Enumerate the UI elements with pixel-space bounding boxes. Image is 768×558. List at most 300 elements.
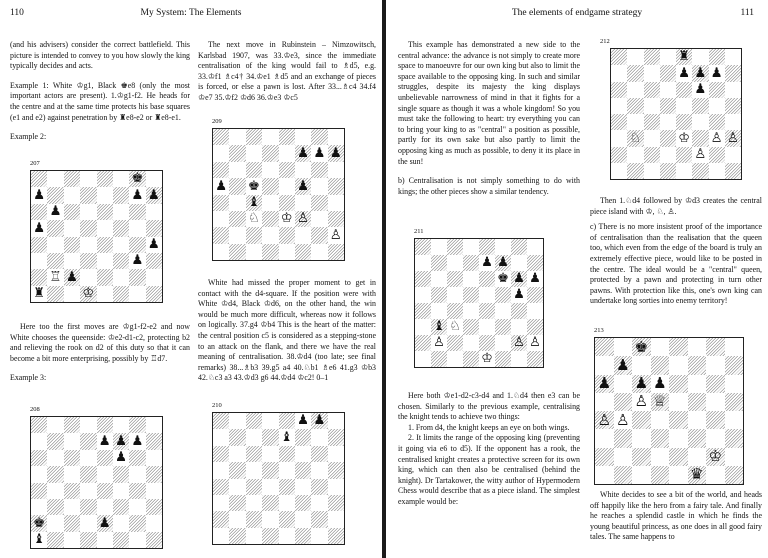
board-square [129,237,145,253]
chess-board [594,337,744,485]
board-square [129,499,145,515]
board-square [725,65,741,81]
black-pawn-icon: ♟ [710,65,723,81]
board-square [614,448,633,466]
board-square [229,413,245,429]
board-square [692,82,708,98]
board-square [311,495,327,511]
paragraph: (and his advisers) consider the correct battlefield. This picture is intended to convey to you how slowly the king typically decides and acts. [10,40,190,71]
board-square [31,269,47,285]
board-square [262,429,278,445]
right-col2-bottom [590,490,762,543]
board-square [262,446,278,462]
black-pawn-icon: ♟ [481,255,493,271]
board-square [676,49,692,65]
board-square [64,237,80,253]
board-square [669,338,688,356]
board-square [229,178,245,194]
board-square [80,253,96,269]
board-square [527,351,543,367]
black-pawn-icon: ♟ [297,178,310,194]
board-square [706,393,725,411]
board-square [113,499,129,515]
board-square [479,287,495,303]
board-square [47,417,63,433]
board-square [669,448,688,466]
board-square [213,528,229,544]
white-pawn-icon: ♙ [297,211,310,227]
board-square [669,411,688,429]
left-col2-mid [198,278,376,384]
board-square [431,255,447,271]
board-square [146,499,162,515]
board-square [113,286,129,302]
board-square [725,147,741,163]
board-square [113,532,129,548]
board-square [328,413,344,429]
board-square [80,417,96,433]
board-square [328,462,344,478]
board-square [295,129,311,145]
board-square [80,269,96,285]
board-square [246,227,262,243]
black-pawn-icon: ♟ [313,413,326,429]
board-square [311,227,327,243]
board-square [47,204,63,220]
white-king-icon: ♔ [678,130,691,146]
board-square [660,163,676,179]
board-square [64,483,80,499]
white-rook-icon: ♖ [49,269,62,285]
board-square [246,446,262,462]
board-square [31,220,47,236]
board-square [80,286,96,302]
board-square [262,211,278,227]
board-square [725,163,741,179]
board-square [229,145,245,161]
board-square [262,195,278,211]
board-square [611,82,627,98]
left-col1-top [10,40,190,143]
white-pawn-icon: ♙ [694,146,707,162]
board-square [627,82,643,98]
running-title-left: My System: The Elements [140,8,242,18]
board-square [97,515,113,531]
board-square [595,448,614,466]
board-square [129,532,145,548]
board-square [611,163,627,179]
board-square [495,303,511,319]
board-square [706,338,725,356]
board-square [495,255,511,271]
board-square [113,450,129,466]
black-queen-icon: ♛ [689,465,704,484]
board-square [31,515,47,531]
board-square [692,114,708,130]
board-square [246,244,262,260]
board-square [479,255,495,271]
board-square [431,319,447,335]
board-square [447,271,463,287]
chess-board [30,170,163,303]
board-square [479,319,495,335]
board-square [415,255,431,271]
board-square [611,49,627,65]
black-pawn-icon: ♟ [297,145,310,161]
board-square [295,511,311,527]
board-square [511,351,527,367]
board-square [80,450,96,466]
left-col1-mid [10,322,190,384]
board-square [146,220,162,236]
board-square [660,147,676,163]
board-square [262,511,278,527]
black-pawn-icon: ♟ [513,271,525,287]
board-square [64,450,80,466]
board-square [709,82,725,98]
board-square [669,466,688,484]
board-square [246,495,262,511]
board-square [527,271,543,287]
board-square [511,271,527,287]
board-square [495,335,511,351]
board-square [146,204,162,220]
board-square [725,393,744,411]
board-square [113,269,129,285]
board-square [31,450,47,466]
board-square [709,49,725,65]
white-pawn-icon: ♙ [710,130,723,146]
board-square [511,287,527,303]
board-square [97,269,113,285]
board-square [709,147,725,163]
board-square [213,495,229,511]
board-square [311,446,327,462]
board-square [651,338,670,356]
board-square [213,227,229,243]
board-square [688,338,707,356]
white-knight-icon: ♘ [629,130,642,146]
board-square [725,338,744,356]
paragraph: This example has demonstrated a new side to the central advance: the advance is not simply to create more space to manoeuvre for our own king but also to limit the space available to the opposing king. In such and similar struggles, despite its majesty the king displays unbelievable narrowness of mind in that it fights for a single square as though it was a whole kingdom! So you must take the following to heart: try everything you can to bring your king to as "central" a position as possible, partly for its own sake but also partly to limit the opposing king as much as possible, to deny it its place in the sun! [398,40,580,166]
board-square [669,356,688,374]
board-square [431,335,447,351]
white-king-icon: ♔ [280,211,293,227]
board-square [725,49,741,65]
board-square [669,393,688,411]
board-square [47,466,63,482]
board-square [328,479,344,495]
paragraph: White decides to see a bit of the world, and heads off happily like the hero from a fairy tale. And finally he reaches a splendid castle in which he finds the young beautiful princess, as one does in all good fairy tales. The same happens to [590,490,762,542]
board-square [97,187,113,203]
board-square [328,429,344,445]
black-pawn-icon: ♟ [49,204,62,220]
board-square [725,429,744,447]
black-bishop-icon: ♝ [247,194,260,210]
white-pawn-icon: ♙ [726,130,739,146]
board-square [47,220,63,236]
board-square [614,466,633,484]
board-square [97,466,113,482]
board-square [80,515,96,531]
board-square [725,82,741,98]
board-square [627,130,643,146]
board-square [660,82,676,98]
board-square [262,495,278,511]
black-pawn-icon: ♟ [33,187,46,203]
board-square [113,220,129,236]
board-square [31,499,47,515]
board-square [447,239,463,255]
chess-board [610,48,742,180]
board-square [614,356,633,374]
board-square [295,462,311,478]
board-square [328,528,344,544]
board-square [644,130,660,146]
board-square [246,178,262,194]
white-knight-icon: ♘ [449,319,461,335]
board-square [447,287,463,303]
board-square [31,187,47,203]
board-square [246,429,262,445]
diagram-label: 213 [594,327,604,334]
board-square [113,466,129,482]
board-square [295,244,311,260]
board-square [279,429,295,445]
board-square [527,335,543,351]
black-pawn-icon: ♟ [215,178,228,194]
board-square [64,171,80,187]
board-square [611,114,627,130]
paragraph: Example 3: [10,373,47,383]
board-square [246,195,262,211]
board-square [229,479,245,495]
board-square [295,145,311,161]
board-square [692,49,708,65]
left-page [0,0,382,558]
board-square [627,98,643,114]
board-square [47,269,63,285]
diagram-label: 207 [30,160,40,167]
board-square [47,515,63,531]
board-square [97,532,113,548]
board-square [311,479,327,495]
black-pawn-icon: ♟ [98,515,111,531]
board-square [64,187,80,203]
board-square [632,429,651,447]
board-square [64,204,80,220]
board-square [80,204,96,220]
board-square [229,211,245,227]
board-square [614,393,633,411]
board-square [146,433,162,449]
board-square [692,163,708,179]
board-square [651,393,670,411]
board-square [595,356,614,374]
board-square [279,195,295,211]
board-square [725,130,741,146]
board-square [129,286,145,302]
board-square [279,178,295,194]
board-square [47,171,63,187]
board-square [611,65,627,81]
board-square [632,448,651,466]
black-pawn-icon: ♟ [329,145,342,161]
board-square [97,450,113,466]
board-square [31,237,47,253]
board-square [279,511,295,527]
diagram-label: 211 [414,228,424,235]
white-king-icon: ♔ [82,286,95,302]
board-square [31,286,47,302]
board-square [706,466,725,484]
board-square [80,171,96,187]
board-square [725,466,744,484]
board-square [644,82,660,98]
board-square [311,129,327,145]
board-square [527,287,543,303]
board-square [725,411,744,429]
board-square [614,375,633,393]
board-square [511,255,527,271]
white-queen-icon: ♕ [652,392,667,411]
board-square [463,303,479,319]
diagram-label: 208 [30,406,40,413]
board-square [311,462,327,478]
board-square [129,417,145,433]
board-square [676,147,692,163]
board-square [129,466,145,482]
board-square [595,393,614,411]
board-square [64,417,80,433]
board-square [97,286,113,302]
board-square [627,49,643,65]
board-square [113,483,129,499]
board-square [31,483,47,499]
board-square [262,129,278,145]
board-square [295,195,311,211]
board-square [614,338,633,356]
board-square [725,375,744,393]
board-square [611,147,627,163]
board-square [80,237,96,253]
board-square [311,429,327,445]
board-square [706,448,725,466]
board-square [97,417,113,433]
board-square [511,335,527,351]
board-square [229,528,245,544]
board-square [614,411,633,429]
board-square [614,429,633,447]
board-square [129,483,145,499]
left-col2-top [198,40,376,104]
board-square [495,239,511,255]
board-square [213,195,229,211]
board-square [463,271,479,287]
board-square [262,162,278,178]
board-square [415,287,431,303]
board-square [644,163,660,179]
board-square [279,227,295,243]
board-square [611,130,627,146]
black-king-icon: ♚ [247,178,260,194]
board-square [146,483,162,499]
board-square [431,351,447,367]
black-pawn-icon: ♟ [147,187,160,203]
board-square [129,269,145,285]
board-square [431,239,447,255]
board-square [47,286,63,302]
paragraph: Example 1: White ♔g1, Black ♚e8 (only the most important actors are present). 1.♔g1-f2. He heads for the centre and at the same time protects his base squares (e1 and e2) against penetration by ♜e8-e2 or ♜e8-e1. [10,80,190,122]
board-square [706,411,725,429]
board-square [328,511,344,527]
board-square [431,287,447,303]
board-square [213,446,229,462]
board-square [229,495,245,511]
board-square [113,417,129,433]
board-square [31,433,47,449]
black-pawn-icon: ♟ [694,65,707,81]
board-square [709,98,725,114]
board-square [229,162,245,178]
board-square [660,130,676,146]
board-square [97,220,113,236]
board-square [146,450,162,466]
right-page [386,0,768,558]
board-square [692,130,708,146]
board-square [295,413,311,429]
board-square [676,130,692,146]
board-square [495,319,511,335]
black-pawn-icon: ♟ [313,145,326,161]
board-square [262,178,278,194]
board-square [97,483,113,499]
board-square [279,145,295,161]
board-square [295,178,311,194]
board-square [706,375,725,393]
board-square [328,446,344,462]
board-square [295,162,311,178]
board-square [725,356,744,374]
board-square [246,528,262,544]
board-square [129,433,145,449]
board-square [632,356,651,374]
board-square [415,303,431,319]
board-square [31,171,47,187]
board-square [311,511,327,527]
board-square [595,466,614,484]
diagram-label: 212 [600,38,610,45]
board-square [632,393,651,411]
board-square [129,450,145,466]
board-square [279,462,295,478]
board-square [279,129,295,145]
board-square [213,462,229,478]
board-square [279,211,295,227]
board-square [688,429,707,447]
board-square [595,338,614,356]
paragraph: c) There is no more insistent proof of the importance of centralisation than the realisation that the queen too, which even from the edge of the board is truly an extremely effective piece, would like to be posted in the centre. The ideal would be a "central" queen, protected by a pawn and protecting in turn other pawns. With protection like this, one's own king can undertake long sorties into enemy territory! [590,222,762,306]
board-square [146,269,162,285]
board-square [644,49,660,65]
board-square [463,319,479,335]
board-square [146,286,162,302]
board-square [80,532,96,548]
page-number-right: 111 [740,8,754,18]
board-square [129,253,145,269]
board-square [431,271,447,287]
black-pawn-icon: ♟ [694,81,707,97]
